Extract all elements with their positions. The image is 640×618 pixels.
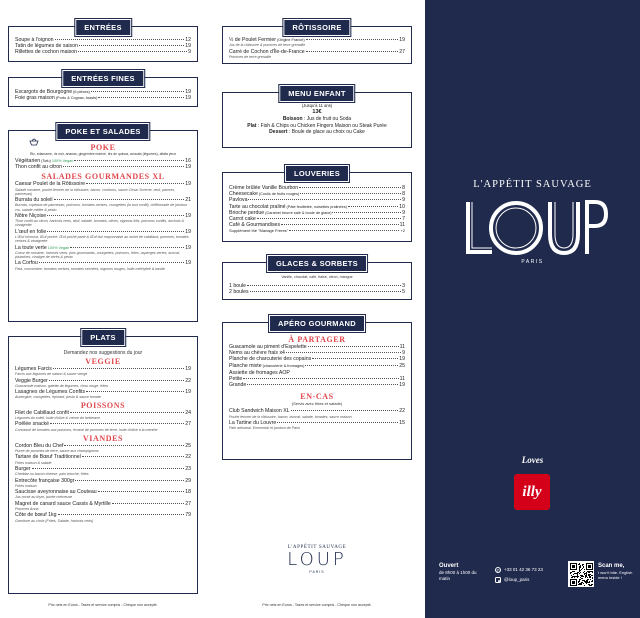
menu-item-price: 27 [185,421,191,428]
menu-item-description: Burrata, copeaux de parmesan, poivrons, tomates cerises, courgettes (la tout confit), chiffonnade de jambon cru, salade mêlée & pesto [15,203,187,212]
menu-item-price: 19 [185,244,191,251]
menu-enfant-price: 13€ [312,109,322,115]
encas-heading: EN-CAS [300,392,334,402]
dot-leader [306,51,399,52]
phone-number: +33 01 42 36 73 23 [504,567,543,572]
menu-item-name: Club Sandwich Maison XL [229,408,290,415]
footer-note-left: Prix nets en Euros - Taxes et service compris - Chèque non accepté. [48,603,158,607]
menu-item-price: 15 [399,420,405,427]
menu-item-name: Planche de charcuterie des copains [229,356,312,363]
dot-leader [86,183,184,184]
phone-row[interactable] [495,566,570,574]
menu-item-description: Farcis aux légumes de saison & sauce vierge [15,372,88,377]
dot-leader [75,480,184,481]
menu-item-description: Salade romaine, poulet fermier de la rôtissoire, bacon, croûtons, sauce César Scrème, œuf, parmes, parmesan) [15,187,175,196]
menu-item-description: Cheddar ou bacon cheese, pain brioché, frites [15,472,89,477]
menu-item-description: Frites maison & salade [15,460,52,465]
partager-items [229,344,405,369]
menu-item-price: 19 [399,37,405,43]
menu-item-row [229,382,405,388]
menu-item-description: Thon confit au citron, haricots verts, œuf, salade, tomates, olives, oignons frits, poivrons confits, anchois & vinaigrette [15,219,184,228]
dot-leader [98,491,185,492]
menu-item-price: 19 [185,43,191,50]
menu-item-name: Planche mixte [229,362,262,369]
entrees-list [15,37,191,56]
menu-item-name: Petite [229,376,243,383]
menu-item-row [229,228,405,234]
dot-leader [79,45,184,46]
menu-item-name: Veggie Burger [15,377,48,384]
encas-note: (Servis avec frites et salade) [291,401,343,407]
scan-text: I won't bite. English menu inside ! [598,570,633,580]
open-hours-block [439,563,479,581]
dot-leader [277,422,398,423]
menu-item-description: Feta, concombre, tomates cerises, tomates séchées, oignons rouges, huile méthyllée & basilic [15,266,166,271]
poissons-items [15,410,191,432]
loup-small-logo [262,545,372,574]
dot-leader [47,215,184,216]
menu-item-note: (Pâte feuilletée, noisettes pralinées) [286,204,347,209]
menu-item-description: Pommes Anna [15,506,39,511]
menu-item-row [15,49,191,55]
loves-text: Loves [521,455,544,465]
entrees-fines-box [8,74,198,107]
poke-box [8,127,198,322]
poke-salades-title: POKE ET SALADES [56,123,149,140]
menu-item-note: (Tofu) [41,159,51,163]
menu-item-description: Jus corsé au thym, purée crémeuse [15,495,73,500]
menu-item-price: 25 [185,442,191,449]
illy-logo-text: illy [522,483,542,500]
menu-item-price: 11 [399,376,405,383]
dot-leader [82,456,184,457]
menu-item-name: Nôtre Niçoise [15,213,47,219]
menu-item-price: 19 [399,356,405,363]
contact-block [495,566,570,584]
menu-item-name: Supplément thé "Mariage Frères" [229,228,289,234]
poke-items [15,158,191,170]
menu-item-price: 11 [399,222,405,229]
dot-leader [47,231,184,232]
menu-item-name: 2 boules [229,289,249,296]
menu-item-name: Magret de canard sauce Cassis & Myrtille [15,500,111,507]
entrees-fines-list [15,89,191,101]
menu-item-price: 22 [185,377,191,384]
menu-item-description: Coeur de romaine, haricots verts, pois gourmands, courgettes, poivrons, frites, asperges vertes, avocat, pistaches, vinaigre de xérès & pesto [15,250,180,259]
menu-item-name: L'œuf en folie [15,228,47,235]
menu-item-price: 19 [185,95,191,102]
menu-item-row [229,289,405,295]
encas-items [229,408,405,430]
menu-item-name: Caesar Poulet de la Rôtissoire [15,181,86,188]
menu-item-description: Jus de la rôtissoire & pommes de terre grenaille [229,43,306,48]
salades-items [15,181,191,270]
dot-leader [308,346,399,347]
rotissoire-box [222,23,412,64]
menu-item-name: Foie gras maison [15,95,55,102]
plats-intro: Demandez nos suggestions du jour [63,350,143,356]
plats-box [8,333,198,594]
menu-item-price: 24 [185,409,191,416]
menu-enfant-line-text: : Fish & Chips ou Chicken Fingers Maison ou Steak Purée [256,122,387,129]
dot-leader [305,365,398,366]
dot-leader [332,212,401,213]
dot-leader [257,218,401,219]
menu-item-name: Poêlée snacké [15,421,50,428]
menu-item-name: Cheesecake [229,191,258,198]
menu-enfant-line-text: : Jus de fruit ou Soda [302,116,352,122]
dot-leader [53,368,184,369]
brand-logo-word [425,198,640,265]
menu-item-note: (charcuterie & fromages) [262,363,305,368]
menu-enfant-line-text: : Boule de glace au choix ou Cake [287,129,365,135]
menu-item-price: 16 [185,158,191,164]
menu-item-price: 19 [185,213,191,219]
dot-leader [247,285,401,286]
menu-item-description: Purée de pommes de terre, sauce aux champignons [15,448,99,453]
menu-item-price: +2 [400,228,405,234]
menu-item-name: 1 boule [229,283,247,289]
menu-item-description: Guacamole maison, galette de légumes, chou rouge, frites [15,383,109,388]
open-label: Ouvert [439,563,459,569]
dot-leader [63,166,184,167]
menu-item-price: 19 [399,382,405,389]
veggie-heading: VEGGIE [85,357,121,366]
dot-leader [86,391,184,392]
menu-item-price: 29 [185,477,191,484]
menu-item-price: 19 [185,366,191,372]
menu-enfant-line [227,129,407,136]
menu-item-name: Escargots de Bourgogne [15,89,73,95]
menu-item-description: Pommes de terre grenaille [229,54,272,59]
menu-enfant-line-label: Boisson [282,116,303,122]
scan-title: Scan me, [598,563,625,569]
dot-leader [78,51,187,52]
louveries-box [222,169,412,242]
menu-item-row [15,95,191,101]
dot-leader [291,410,399,411]
menu-item-description: L'Œuf mimosa, Œuf poché, Œuf poché pané & Œuf dur mayonnaise au mulet de cabillaud, pommes, tomates cerises & vinaigrette [15,235,189,244]
dot-leader [70,247,184,248]
menu-item-price: 9 [188,49,191,56]
phone-icon: ✆ [496,568,500,573]
entrees-title: ENTRÉES [75,19,131,36]
assiette-label: Assiette de fromages AOP [229,369,290,376]
menu-item-note: (Origine France) [277,38,305,42]
dot-leader [50,423,184,424]
menu-item-price: 19 [185,260,191,267]
menu-item-name: Tatin de légumes de saison [15,43,78,50]
loup-logo-svg [458,198,608,260]
menu-item-description: Frites maison [15,483,37,488]
menu-item-row [15,164,191,170]
glaces-content [229,275,405,295]
menu-item-price: 18 [185,489,191,496]
menu-enfant-content [227,103,407,136]
menu-item-description: Concassé de tomates aux poivrons, écrasé de pommes de terre, huile d'olive à la menthe [15,427,158,432]
menu-item-description: Garniture au choix (Frites, Salade, haricots verts) [15,518,94,523]
illy-logo [514,474,550,510]
glaces-box [222,259,412,300]
menu-enfant-line-label: Plat [247,122,257,129]
poissons-heading: POISSONS [80,400,126,410]
menu-item-name: Crème brûlée Vanille Bourbon [229,185,299,191]
menu-item-name: Thon confit au citron [15,164,63,171]
dot-leader [299,187,401,188]
menu-item-name: Tartare de Bœuf Traditionnel [15,454,81,461]
louveries-title: LOUVERIES [285,165,349,182]
dot-leader [64,445,184,446]
menu-item-price: 79 [185,512,191,519]
dot-leader [286,352,401,353]
instagram-row[interactable] [495,576,570,584]
instagram-handle: @loup_paris [504,577,530,582]
louveries-list [229,185,405,235]
menu-item-name: Tarte au chocolat praliné [229,203,286,210]
menu-item-name: Nems au chèvre frais x4 [229,350,285,357]
menu-item-price: 22 [185,454,191,461]
brand-tagline: L'APPÉTIT SAUVAGE [473,179,592,190]
menu-item-name: Entrecôte française 300gr [15,477,75,484]
instagram-icon [495,577,501,583]
menu-item-price: 7 [402,216,405,223]
dot-leader [74,160,184,161]
dot-leader [243,378,398,379]
dot-leader [58,514,185,515]
menu-item-price: 9 [402,209,405,216]
menu-item-price: 9 [402,197,405,204]
glaces-list [229,283,405,295]
menu-item-name: Brioche perdue [229,209,265,216]
dot-leader [289,230,399,231]
dot-leader [32,468,185,469]
menu-item-price: 27 [185,500,191,507]
menu-item-name: Guacamole au piment d'Espelette [229,344,307,350]
menu-enfant-box [222,89,412,148]
menu-item-price: 23 [185,465,191,472]
menu-item-row [229,363,405,369]
apero-content [229,335,405,432]
dot-leader [348,206,398,207]
rotissoire-list [229,37,405,60]
dot-leader [54,199,185,200]
menu-item-note: (6 pièces) [73,90,90,94]
menu-item-price: 22 [399,408,405,415]
menu-item-price: 10 [399,203,405,210]
dot-leader [39,262,184,263]
menu-item-name: La Corfou [15,260,38,267]
glaces-flavors: Vanille, chocolat, café, fraise, citron, mangue [281,275,353,279]
menu-item-name: Légumes Farcis [15,366,52,372]
menu-item-price: 5 [402,289,405,296]
menu-item-note: (Porto & Cognac, toasts) [55,96,98,101]
dot-leader [300,193,401,194]
menu-item-name: La toute verte [15,244,47,251]
entrees-fines-title: ENTRÉES FINES [62,70,144,87]
menu-item-description: Légumes du soleil, huile d'olive & crème de betterave [15,415,100,420]
small-logo-tagline: L'APPÉTIT SAUVAGE [287,545,347,550]
menu-enfant-line-label: Dessert [269,129,288,135]
menu-item-name: Végétarien [15,158,41,164]
menu-item-note: (Coulis de fruits rouges) [258,192,300,197]
partager-heading: À PARTAGER [288,335,346,344]
qr-code-icon [570,563,593,586]
menu-enfant-lines [227,116,407,136]
viandes-heading: VIANDES [82,433,124,443]
dot-leader [281,224,399,225]
menu-item-name: Burrata du soleil [15,197,53,204]
menu-item-price: 12 [185,37,191,43]
menu-item-description: Pain artisanal, Emmental et jambon de Paris [229,426,300,431]
dot-leader [70,412,184,413]
menu-item-price: 8 [402,191,405,198]
open-hours: de 8h00 à 1h00 du matin [439,570,477,581]
small-logo-word: LOUP [287,549,347,570]
dot-leader [306,39,399,40]
apero-box [222,319,412,460]
menu-item-name: Rillettes de cochon maison [15,49,77,56]
menu-item-description: Aubergine, courgettes, épinard, pesto & sauce tomate [15,395,101,400]
glaces-title: GLACES & SORBETS [267,255,367,272]
menu-item-name: Pavlova [229,197,248,204]
plats-content [15,351,191,524]
menu-item-price: 19 [185,89,191,95]
rotissoire-title: RÔTISSOIRE [283,19,350,36]
menu-item-name: Cordon Bleu du Chef [15,442,64,449]
dot-leader [248,199,401,200]
vegan-tag: 100% Vegan [51,159,74,163]
menu-item-name: Grande [229,382,247,389]
poke-description: Riz, edamame, riz noir, ananas, gingembre mariné, tirs de quinoa, avocats (légumes), alfafa yeux [29,152,177,156]
dot-leader [312,358,398,359]
menu-item-name: Café & Gourmandises [229,222,281,229]
scan-block [598,563,638,580]
menu-item-name: ½ de Poulet Fermier [229,37,276,43]
menu-item-price: 19 [185,389,191,396]
menu-item-note: (Caramel beurre salé & boule de glace) [265,210,332,215]
dot-leader [247,384,398,385]
brand-city: PARIS [521,259,544,265]
menu-item-price: 19 [185,164,191,171]
brand-panel [425,0,640,618]
menu-item-name: Saucisse aveyronnaise au Couteau [15,489,97,496]
poke-content [15,143,191,272]
poke-heading: POKE [90,143,116,152]
menu-item-price: 3 [402,283,405,289]
dot-leader [112,503,185,504]
dot-leader [250,291,401,292]
menu-item-price: 11 [399,344,405,350]
entrees-box [8,23,198,62]
menu-item-price: 8 [402,185,405,191]
menu-enfant-age: (Jusqu'à 11 ans) [301,103,333,108]
qr-code[interactable] [568,561,594,587]
footer-note-mid: Prix nets en Euros - Taxes et service compris - Chèque non accepté. [262,603,372,607]
menu-item-name: Carrot cake [229,216,256,223]
salades-heading: SALADES GOURMANDES XL [41,172,165,182]
dot-leader [55,39,185,40]
menu-item-description: Poulet fermier de la rôtissoire, bacon, avocat, salade, tomates, sauce maison [229,414,352,419]
menu-item-name: Filet de Cabillaud confit [15,409,69,416]
menu-item-price: 9 [402,350,405,357]
menu-item-name: Côte de bœuf 1kg [15,512,57,519]
menu-item-price: 27 [399,48,405,55]
apero-title: APÉRO GOURMAND [269,315,365,332]
menu-item-name: Carré de Cochon d'Île-de-France [229,48,305,55]
menu-item-price: 19 [185,181,191,188]
dot-leader [98,97,184,98]
small-logo-city: PARIS [309,570,325,574]
assiette-items [229,376,405,388]
veggie-items [15,366,191,400]
dot-leader [91,91,184,92]
menu-item-name: La Tartine du Louvre [229,420,277,427]
viandes-items [15,443,191,523]
menu-item-name: Soupe à l'oignon [15,37,54,43]
menu-item-price: 25 [399,362,405,369]
dot-leader [49,380,184,381]
menu-enfant-title: MENU ENFANT [279,85,354,102]
menu-item-name: Burger [15,465,31,472]
vegan-tag: 100% Vegan [47,245,70,250]
menu-item-price: 21 [185,197,191,204]
menu-item-name: Lasagnes de Légumes Confits [15,389,86,396]
menu-item-price: 19 [185,228,191,235]
plats-title: PLATS [81,329,125,346]
